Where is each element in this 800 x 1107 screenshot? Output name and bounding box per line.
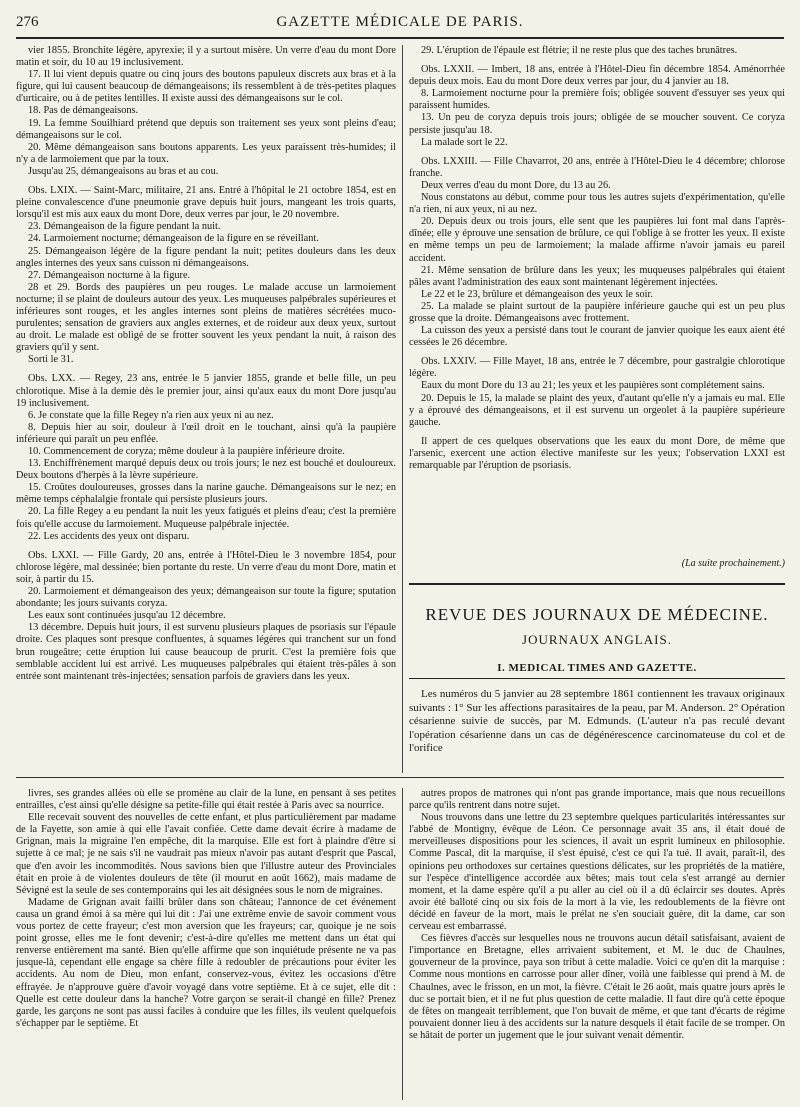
revue-subtitle: JOURNAUX ANGLAIS.: [522, 632, 672, 647]
revue-paragraph: Les numéros du 5 janvier au 28 septembre 1861 contiennent les travaux originaux suivants : 1° Sur les affections parasitaires de la peau, par M. Anderson. 2° Opération césarienne suivie de succès, par M. Edmunds. (L'auteur n'a pas reculé devant l'opération césarienne dans un cas de dégénérescence carcinomateuse du col et de l'orifice: [409, 688, 785, 754]
continuation-note: (La suite prochainement.): [681, 558, 785, 569]
paragraph: Nous trouvons dans une lettre du 23 septembre quelques particularités intéressantes sur l'abbé de Montigny, évêque de Léon. Ce personnage avait 35 ans, il était doué de merveilleuses dispositions pour les sciences, il avait un esprit lumineux en philosophie. Comme Pascal, dit la marquise, il s'est épuisé, c'est ce qui l'a tué. Il avait, paraît-il, des opinions peu orthodoxes sur certaines questions délicates, sur les propriétés de la matière, sur l'espèce d'intelligence accordée aux bêtes; mais tout cela s'est arrangé au dernier moment, et la dame espère qu'il a pu aller au ciel où il a dû éclaircir ses doutes. Après avoir été balloté cinq ou six fois de la mort à la vie, les redoublements de la fièvre ont décidé en faveur de la mort, mais le prélat ne s'en souciait guère, dit la dame, car son cerveau est embarrassé.: [409, 812, 785, 933]
paragraph: Obs. LXXII. — Imbert, 18 ans, entrée à l'Hôtel-Dieu fin décembre 1854. Aménorrhée depuis deux mois. Eau du mont Dore deux verres par jour, du 4 janvier au 18.: [409, 64, 785, 88]
paragraph: Ces fièvres d'accès sur lesquelles nous ne trouvons aucun détail satisfaisant, avaient de l'importance en Bretagne, elles arrivaient subitement, et M. le duc de Chaulnes, gouverneur de la province, paya son tribut à cette maladie. Voici ce qu'en dit la marquise : Comme nous montions en carrosse pour aller dîner, voilà une faiblesse qui prend à M. de Chaulnes, avec le frisson, en un mot, la fièvre. C'était le 26 août, mais quatre jours après le duc se portait bien, et il ne fut plus question de cette maladie. Il faut dire qu'à cette époque de fêtes on mangeait terriblement, que l'on buvait de même, et que tant d'écarts de régime pouvaient donner lieu à des accidents sur la nature desquels il était facile de se tromper. On se hâtait de porter un jugement que le jour suivant venait démentir.: [409, 933, 785, 1041]
paragraph: 17. Il lui vient depuis quatre ou cinq jours des boutons papuleux discrets aux bras et à la figure, qui lui causent beaucoup de démangeaisons; ils ressemblent à de très-petites plaques d'urticaire, ou à de petites lentilles. Il existe aussi des démangeaisons sur le col.: [16, 69, 396, 105]
paragraph: 20. Larmoiement et démangeaison des yeux; démangeaison sur toute la figure; sputation abondante; les jours suivants coryza.: [16, 586, 396, 610]
paragraph: 22. Les accidents des yeux ont disparu.: [28, 530, 190, 542]
revue-section-heading: I. MEDICAL TIMES AND GAZETTE.: [497, 662, 697, 674]
section-rule-thin: [409, 678, 785, 679]
paragraph: 29. L'éruption de l'épaule est flétrie; il ne reste plus que des taches brunâtres.: [421, 45, 738, 56]
paragraph: Elle recevait souvent des nouvelles de cette enfant, et plus particulièrement par madame de la Fayette, son amie à qui elle l'avait confiée. Cette dame devait écrire à madame de Grignan, mais la migraine l'en empêche, dit la marquise. Elle est fort à plaindre d'être si sujette à ce mal; je ne sais s'il ne vaudrait pas mieux n'avoir pas autant d'esprit que Pascal, que d'en avoir les incommodités. Nous savions bien que l'illustre auteur des Provinciales était en proie à de violentes douleurs de tête (il mourut en août 1662), mais madame de Sévigné est la seule de ses contemporains qui les ait désignées sous le nom de migraines.: [16, 812, 396, 896]
paragraph: 10. Commencement de coryza; même douleur à la paupière inférieure droite.: [28, 446, 345, 457]
feuilleton-rule: [16, 777, 784, 778]
paragraph: autres propos de matrones qui n'ont pas grande importance, mais que nous recueillons parce qu'ils rentrent dans notre sujet.: [409, 788, 785, 812]
bottom-left-column: [16, 788, 396, 1100]
paragraph: 25. La malade se plaint surtout de la paupière inférieure gauche qui est un peu plus grosse que la droite. Démangeaisons avec frottement.: [409, 300, 785, 324]
paragraph: Le 22 et le 23, brûlure et démangeaison des yeux le soir.: [421, 288, 653, 300]
paragraph: 23. Démangeaison de la figure pendant la nuit.: [28, 221, 221, 233]
column-divider: [402, 45, 403, 773]
paragraph: Obs. LXX. — Regey, 23 ans, entrée le 5 janvier 1855, grande et belle fille, un peu chlorotique. Mise à la demie dès le premier jour, ainsi qu'aux eaux du mont Dore jusqu'au 19 inclusivement.: [16, 373, 396, 409]
paragraph: 20. Même démangeaison sans boutons apparents. Les yeux paraissent très-humides; il n'y a de larmoiement que par la toux.: [16, 141, 396, 165]
page-number: 276: [16, 14, 39, 30]
paragraph: 20. Depuis deux ou trois jours, elle sent que les paupières lui font mal dans l'après-dînée; elle y éprouve une sensation de brûlure, ce qui l'oblige à se frotter les yeux. Il existe en même temps un peu de larmoiement; la malade affirme n'avoir jamais eu pareil accident.: [409, 216, 785, 264]
revue-body: [409, 688, 785, 773]
paragraph: 20. La fille Regey a eu pendant la nuit les yeux fatigués et pleins d'eau; c'est la première fois qu'elle accuse du larmoiement. Muqueuse palpébrale injectée.: [16, 506, 396, 530]
paragraph: Il appert de ces quelques observations que les eaux du mont Dore, de même que l'arsenic, exercent une action élective manifeste sur les yeux; l'observation LXXI est remarquable par l'éruption de psoriasis.: [409, 435, 785, 471]
paragraph: 13. Un peu de coryza depuis trois jours; obligée de se moucher souvent. Ce coryza persiste jusqu'au 18.: [409, 112, 785, 136]
top-right-column: [409, 45, 785, 573]
paragraph: Madame de Grignan avait failli brûler dans son château; l'annonce de cet événement causa un grand émoi à sa mère qui lui dit : J'ai une extrême envie de savoir comment vous vous portez de cette frayeur; c'est mon aversion que les frayeurs; car, quoique je ne sois point grosse, elles me le font devenir; c'est-à-dire qu'elles me mettent dans un état qui renverse entièrement ma santé. Bien qu'elle affirme que son inquiétude présente ne va pas jusque-là, cependant elle engage sa chère fille à redoubler de précautions pour éviter les accidents. Au nom de Dieu, mon enfant, conservez-vous, évitez les occasions d'être effrayée. Je n'approuve guère d'avoir voyagé dans votre septième. Et à ce sujet, elle dit : Quelle est cette douleur dans la hanche? Votre garçon se serait-il changé en fille? Prenez garde, les garçons ne sont pas aussi faciles à conduire que les filles, ils veulent quelquefois s'échapper par le septième. Et: [16, 896, 396, 1029]
paragraph: 13. Enchiffrènement marqué depuis deux ou trois jours; le nez est bouché et douloureux. Deux boutons d'herpès à la lèvre supérieure.: [16, 458, 396, 482]
paragraph: 28 et 29. Bords des paupières un peu rouges. Le malade accuse un larmoiement nocturne; il se plaint de douleurs autour des yeux. Les muqueuses palpébrales supérieures et inférieures sont rouges, et les angles internes sont pleins de matières sécrétées muco-purulentes; sensation de graviers aux angles externes, et de roideur aux deux yeux, surtout au droit. Le malade est obligé de se frotter souvent les yeux pendant la nuit, à raison des graviers qu'il y sent.: [16, 281, 396, 354]
paragraph: 25. Démangeaison légère de la figure pendant la nuit; petites douleurs dans les deux angles internes des yeux sans cuisson ni démangeaisons.: [16, 245, 396, 269]
section-rule: [409, 583, 785, 585]
paragraph: 8. Depuis hier au soir, douleur à l'œil droit en le touchant, ainsi qu'à la paupière inférieure qui paraît un peu enflée.: [16, 421, 396, 445]
paragraph: Obs. LXXI. — Fille Gardy, 20 ans, entrée à l'Hôtel-Dieu le 3 novembre 1854, pour chlorose légère, mal dessinée; bien portante du reste. Un verre d'eau du mont Dore, matin et soir, à partir du 15.: [16, 549, 396, 585]
paragraph: 27. Démangeaison nocturne à la figure.: [28, 269, 191, 281]
paragraph: vier 1855. Bronchite légère, apyrexie; il y a surtout misère. Un verre d'eau du mont Dore matin et soir, du 10 au 19 inclusivement.: [16, 45, 396, 69]
paragraph: Deux verres d'eau du mont Dore, du 13 au 26.: [421, 179, 611, 191]
page-header: [16, 14, 784, 36]
paragraph: 18. Pas de démangeaisons.: [28, 105, 139, 117]
paragraph: 21. Même sensation de brûlure dans les yeux; les muqueuses palpébrales qui étaient pâles avant l'administration des eaux sont maintenant légèrement injectées.: [409, 264, 785, 288]
paragraph: La malade sort le 22.: [421, 136, 508, 148]
header-rule: [16, 37, 784, 39]
paragraph: 19. La femme Souilhiard prétend que depuis son traitement ses yeux sont pleins d'eau; démangeaisons sur le col.: [16, 117, 396, 141]
paragraph: 24. Larmoiement nocturne; démangeaison de la figure en se réveillant.: [28, 233, 319, 245]
paragraph: Eaux du mont Dore du 13 au 21; les yeux et les paupières sont complétement sains.: [421, 380, 765, 392]
paragraph: 20. Depuis le 15, la malade se plaint des yeux, d'autant qu'elle n'y a jamais eu mal. Elle y a éprouvé des démangeaisons, et il est survenu un orgeolet à la paupière supérieure gauche.: [409, 392, 785, 428]
paragraph: Les eaux sont continuées jusqu'au 12 décembre.: [28, 610, 226, 622]
paragraph: 6. Je constate que la fille Regey n'a rien aux yeux ni au nez.: [28, 409, 274, 421]
bottom-right-column: [409, 788, 785, 1100]
paragraph: Obs. LXIX. — Saint-Marc, militaire, 21 ans. Entré à l'hôpital le 21 octobre 1854, est en pleine convalescence d'une pneumonie grave depuis huit jours, mangeant les trois quarts, lorsqu'il est mis aux eaux du mont Dore, deux verres par jour, le 20 novembre.: [16, 185, 396, 221]
revue-title: REVUE DES JOURNAUX DE MÉDECINE.: [425, 605, 769, 624]
paragraph: Obs. LXXIV. — Fille Mayet, 18 ans, entrée le 7 décembre, pour gastralgie chlorotique légère.: [409, 356, 785, 380]
paragraph: 13 décembre. Depuis huit jours, il est survenu plusieurs plaques de psoriasis sur l'épaule droite. Ces plaques sont presque confluentes, à squames légères qui tranchent sur un fond brun rougeâtre; cette éruption lui cause beaucoup de prurit. C'est la première fois que semblable accident lui est arrivé. Les muqueuses palpébrales qui étaient très-pâles à son entrée sont maintenant très-injectées; sensation parfois de graviers dans les yeux.: [16, 622, 396, 682]
paragraph: Obs. LXXIII. — Fille Chavarrot, 20 ans, entrée à l'Hôtel-Dieu le 4 décembre; chlorose franche.: [409, 155, 785, 179]
paragraph: Jusqu'au 25, démangeaisons au bras et au cou.: [28, 165, 219, 177]
paragraph: 8. Larmoiement nocturne pour la première fois; obligée souvent d'essuyer ses yeux qui paraissent humides.: [409, 88, 785, 112]
paragraph: Sorti le 31.: [28, 354, 74, 366]
paragraph: La cuisson des yeux a persisté dans tout le courant de janvier quoique les eaux aient été cessées le 26 décembre.: [409, 325, 785, 349]
top-left-column: [16, 45, 396, 773]
paragraph: Nous constatons au début, comme pour tous les autres sujets d'expérimentation, qu'elle n'a rien, ni aux yeux, ni au nez.: [409, 192, 785, 216]
paragraph: livres, ses grandes allées où elle se promène au clair de la lune, en pensant à ses petites entrailles, c'est ainsi qu'elle désigne sa petite-fille qui était restée à Paris avec sa nourrice.: [16, 788, 396, 812]
paragraph: 15. Croûtes douloureuses, grosses dans la narine gauche. Démangeaisons sur le nez; en même temps céphalalgie frontale qui persiste plusieurs jours.: [16, 482, 396, 506]
journal-title: GAZETTE MÉDICALE DE PARIS.: [276, 14, 524, 30]
column-divider-bottom: [402, 788, 403, 1100]
